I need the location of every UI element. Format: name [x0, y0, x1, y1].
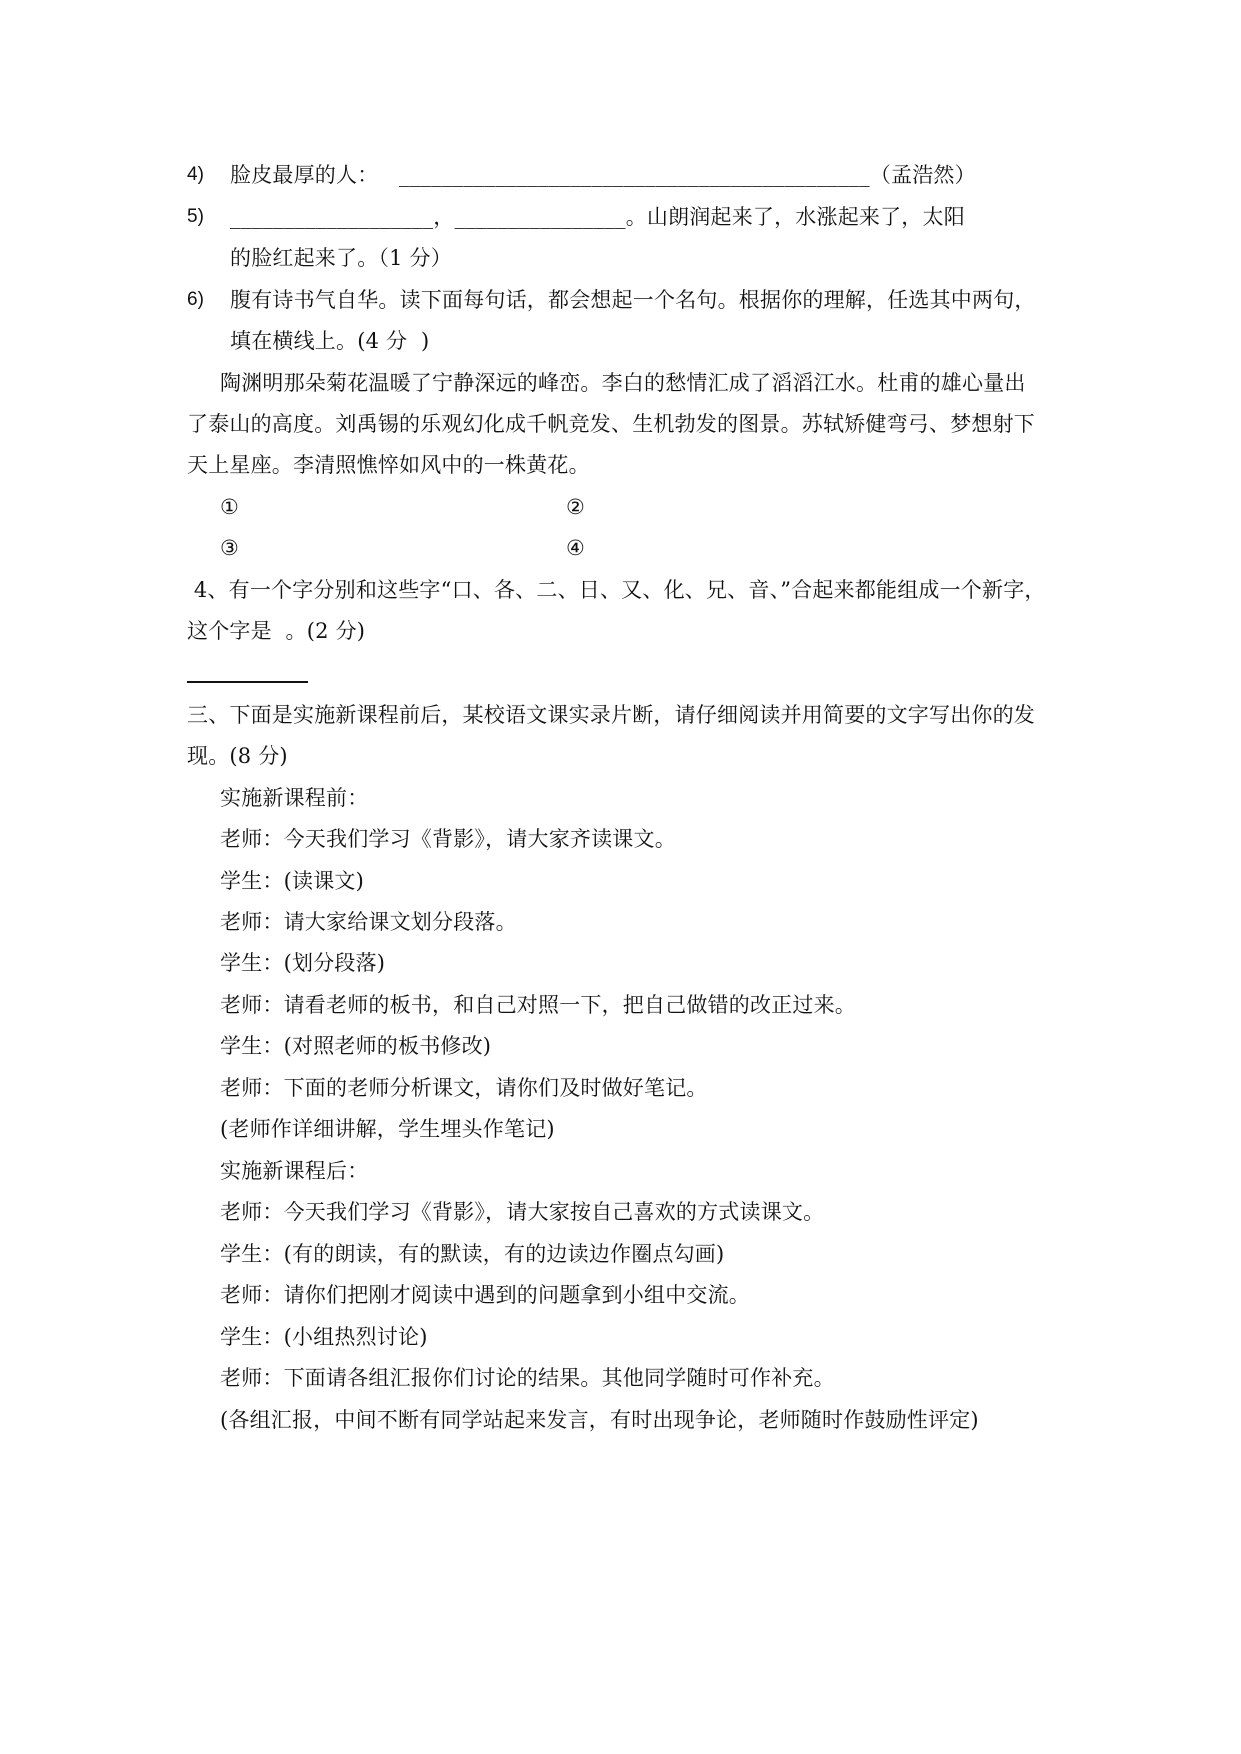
dialogue-line: 学生：(读课文): [220, 869, 364, 893]
answer-marker-2: ②: [566, 495, 586, 519]
item-text: 腹有诗书气自华。读下面每句话，都会想起一个名句。根据你的理解，任选其中两句，: [230, 288, 1036, 312]
dialogue-line: 实施新课程前：: [220, 786, 369, 810]
dialogue-line: 老师：今天我们学习《背影》，请大家按自己喜欢的方式读课文。: [220, 1200, 825, 1224]
dialogue-line: 实施新课程后：: [220, 1159, 369, 1183]
passage-line: 陶渊明那朵菊花温暖了宁静深远的峰峦。李白的愁情汇成了滔滔江水。杜甫的雄心量出: [220, 371, 1026, 395]
section-3-heading: 现。(8 分): [187, 744, 288, 768]
answer-marker-3: ③: [220, 536, 240, 560]
item-text: 脸皮最厚的人： ____________________________________________（孟浩然）: [230, 163, 976, 187]
item-number: 5): [187, 206, 204, 227]
dialogue-line: 老师：下面请各组汇报你们讨论的结果。其他同学随时可作补充。: [220, 1366, 835, 1390]
item-number: 6): [187, 289, 204, 310]
question-4-line: 4、有一个字分别和这些字“口、各、二、日、又、化、兄、音、”合起来都能组成一个新字，: [187, 578, 1046, 602]
dialogue-line: 老师：请看老师的板书，和自己对照一下，把自己做错的改正过来。: [220, 993, 856, 1017]
dialogue-line: 老师：下面的老师分析课文，请你们及时做好笔记。: [220, 1076, 708, 1100]
passage-line: 了泰山的高度。刘禹锡的乐观幻化成千帆竞发、生机勃发的图景。苏轼矫健弯弓、梦想射下: [187, 412, 1035, 436]
answer-marker-1: ①: [220, 495, 240, 519]
dialogue-line: 学生：(划分段落): [220, 951, 386, 975]
section-3-heading: 三、下面是实施新课程前后，某校语文课实录片断，请仔细阅读并用简要的文字写出你的发: [187, 703, 1035, 727]
item-text: ___________________，________________。山朗润起来了，水涨起来了，太阳: [230, 205, 965, 229]
dialogue-line: (各组汇报，中间不断有同学站起来发言，有时出现争论，老师随时作鼓励性评定): [220, 1408, 979, 1432]
answer-marker-4: ④: [566, 536, 586, 560]
dialogue-line: 老师：请你们把刚才阅读中遇到的问题拿到小组中交流。: [220, 1283, 750, 1307]
question-4-line: 这个字是 。(2 分): [187, 619, 366, 643]
dialogue-line: 学生：(对照老师的板书修改): [220, 1034, 492, 1058]
dialogue-line: 学生：(有的朗读，有的默读，有的边读边作圈点勾画): [220, 1242, 725, 1266]
item-number: 4): [187, 164, 204, 185]
dialogue-line: 学生：(小组热烈讨论): [220, 1325, 428, 1349]
answer-rule: [187, 681, 308, 683]
item-text-continued: 的脸红起来了。（1 分）: [230, 246, 452, 270]
passage-line: 天上星座。李清照憔悴如风中的一株黄花。: [187, 453, 590, 477]
dialogue-line: (老师作详细讲解，学生埋头作笔记): [220, 1117, 555, 1141]
dialogue-line: 老师：请大家给课文划分段落。: [220, 910, 517, 934]
dialogue-line: 老师：今天我们学习《背影》，请大家齐读课文。: [220, 827, 676, 851]
item-text-continued: 填在横线上。(4 分 ): [230, 329, 430, 353]
